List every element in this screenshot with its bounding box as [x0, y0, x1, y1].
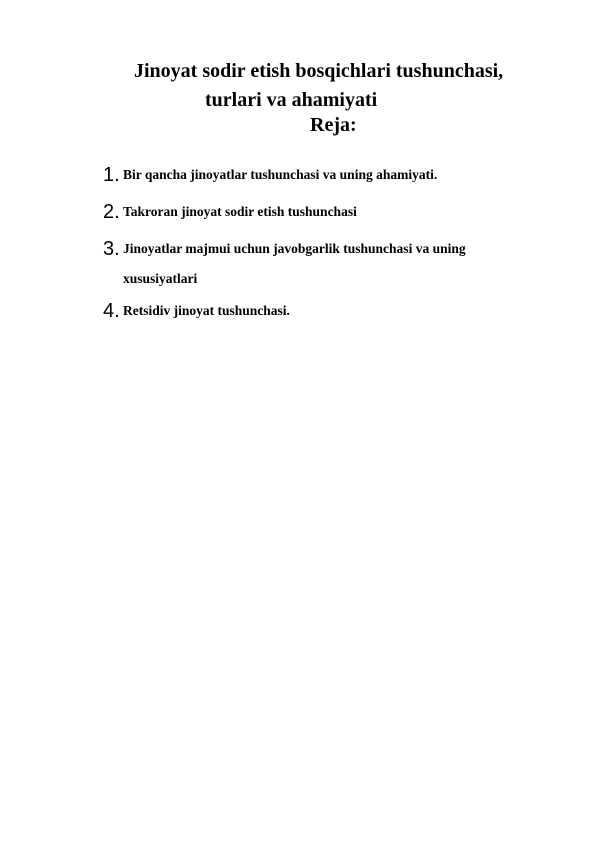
- list-item-number: 1.: [103, 164, 120, 186]
- list-item-text: Takroran jinoyat sodir etish tushunchasi: [123, 204, 357, 219]
- list-item-text: Retsidiv jinoyat tushunchasi.: [123, 303, 290, 318]
- list-item-number: 3.: [103, 238, 120, 260]
- plan-list-item: [103, 296, 543, 326]
- document-title-line-1: Jinoyat sodir etish bosqichlari tushunchasi,: [134, 60, 504, 82]
- list-item-text: Jinoyatlar majmui uchun javobgarlik tushunchasi va uning xususiyatlari: [123, 241, 466, 286]
- document-title-line-2: turlari va ahamiyati: [205, 89, 378, 111]
- plan-heading: Reja:: [310, 114, 357, 136]
- list-item-number: 4.: [103, 300, 120, 322]
- plan-list-item: [103, 234, 523, 294]
- plan-list-item: [103, 197, 543, 227]
- list-item-text: Bir qancha jinoyatlar tushunchasi va uning ahamiyati.: [123, 167, 438, 182]
- list-item-number: 2.: [103, 201, 120, 223]
- plan-list-item: [103, 160, 543, 190]
